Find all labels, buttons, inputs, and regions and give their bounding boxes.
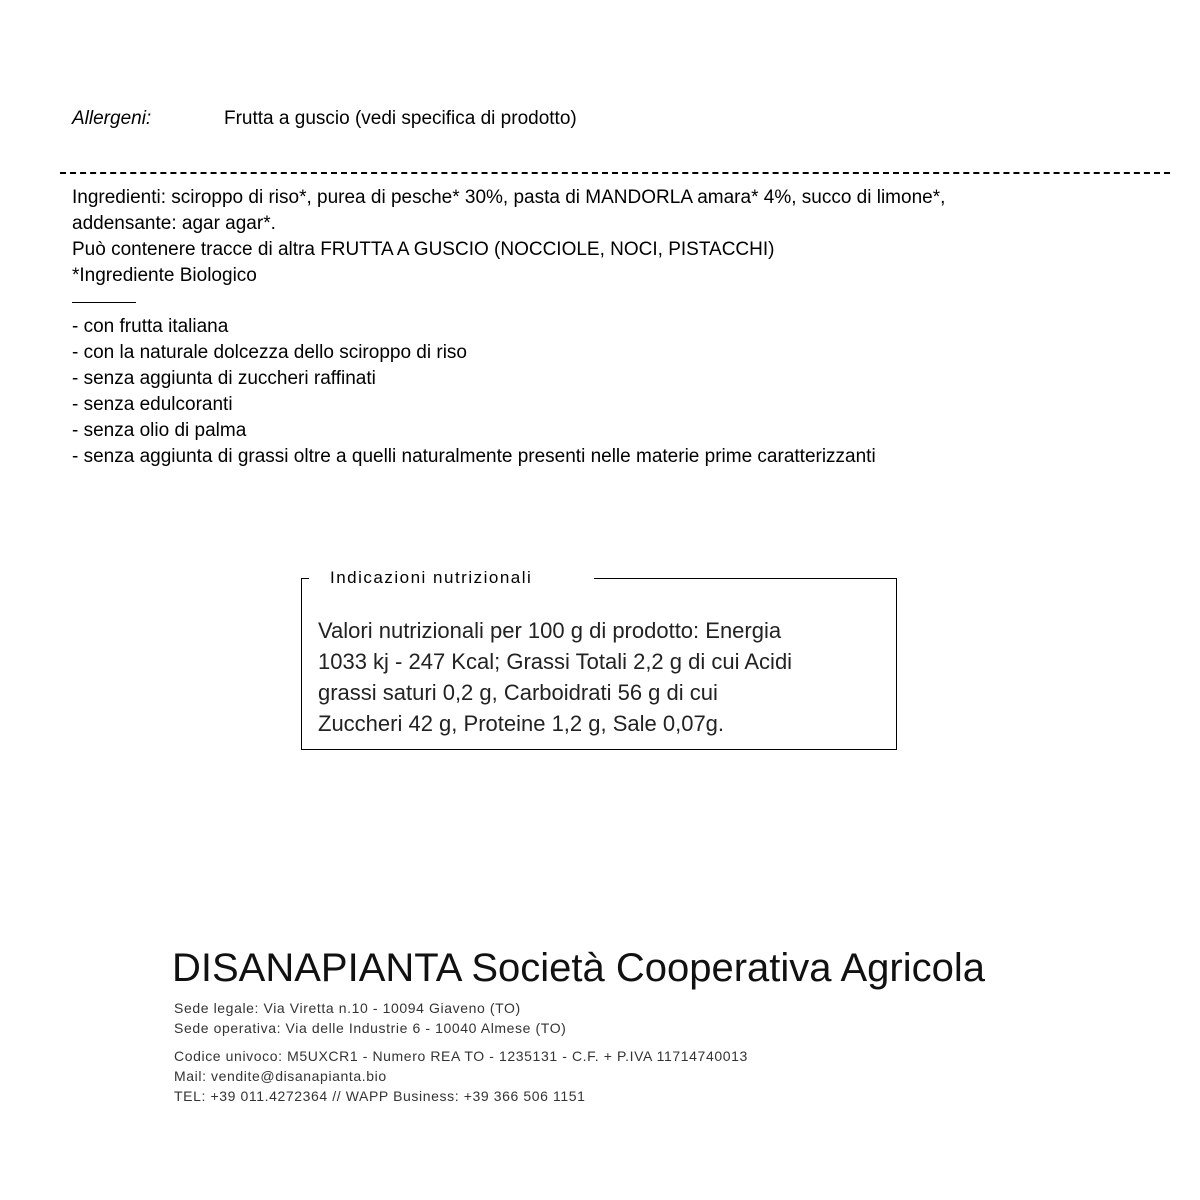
organic-note: *Ingrediente Biologico: [72, 265, 257, 286]
nutrition-line: Zuccheri 42 g, Proteine 1,2 g, Sale 0,07g.: [318, 711, 725, 736]
allergens-label: Allergeni:: [72, 108, 152, 129]
nutrition-title: Indicazioni nutrizionali: [326, 568, 536, 588]
nutrition-box-top-border: [594, 578, 897, 579]
claim-item: - senza aggiunta di zuccheri raffinati: [72, 368, 376, 389]
nutrition-line: Valori nutrizionali per 100 g di prodotto: Energia: [318, 618, 782, 643]
claim-item: - senza olio di palma: [72, 420, 247, 441]
codice-univoco: Codice univoco: M5UXCR1 - Numero REA TO - 1235131 - C.F. + P.IVA 11714740013: [174, 1048, 748, 1064]
claim-item: - con frutta italiana: [72, 316, 229, 337]
nutrition-line: grassi saturi 0,2 g, Carboidrati 56 g di cui: [318, 680, 718, 705]
claim-item: - senza edulcoranti: [72, 394, 233, 415]
claim-item: - senza aggiunta di grassi oltre a quelli naturalmente presenti nelle materie prime caratterizzanti: [72, 446, 876, 467]
short-divider: [72, 302, 136, 303]
claim-item: - con la naturale dolcezza dello sciroppo di riso: [72, 342, 467, 363]
sede-legale: Sede legale: Via Viretta n.10 - 10094 Giaveno (TO): [174, 1000, 521, 1016]
mail-address: Mail: vendite@disanapianta.bio: [174, 1068, 387, 1084]
sede-operativa: Sede operativa: Via delle Industrie 6 - 10040 Almese (TO): [174, 1020, 567, 1036]
traces-warning: Può contenere tracce di altra FRUTTA A GUSCIO (NOCCIOLE, NOCI, PISTACCHI): [72, 239, 775, 260]
ingredients-line: Ingredienti: sciroppo di riso*, purea di pesche* 30%, pasta di MANDORLA amara* 4%, succo di limone*,: [72, 187, 946, 208]
ingredients-line: addensante: agar agar*.: [72, 213, 276, 234]
telephone: TEL: +39 011.4272364 // WAPP Business: +39 366 506 1151: [174, 1088, 586, 1104]
allergens-value: Frutta a guscio (vedi specifica di prodotto): [224, 108, 577, 129]
company-info: [174, 998, 748, 1106]
company-name: DISANAPIANTA Società Cooperativa Agricola: [172, 946, 985, 990]
nutrition-box-top-border: [301, 578, 309, 579]
spacer: [174, 1038, 748, 1046]
nutrition-line: 1033 kj - 247 Kcal; Grassi Totali 2,2 g di cui Acidi: [318, 649, 793, 674]
nutrition-text: [318, 615, 888, 739]
dashed-divider: [60, 172, 1170, 174]
ingredients-section: [72, 185, 1132, 470]
